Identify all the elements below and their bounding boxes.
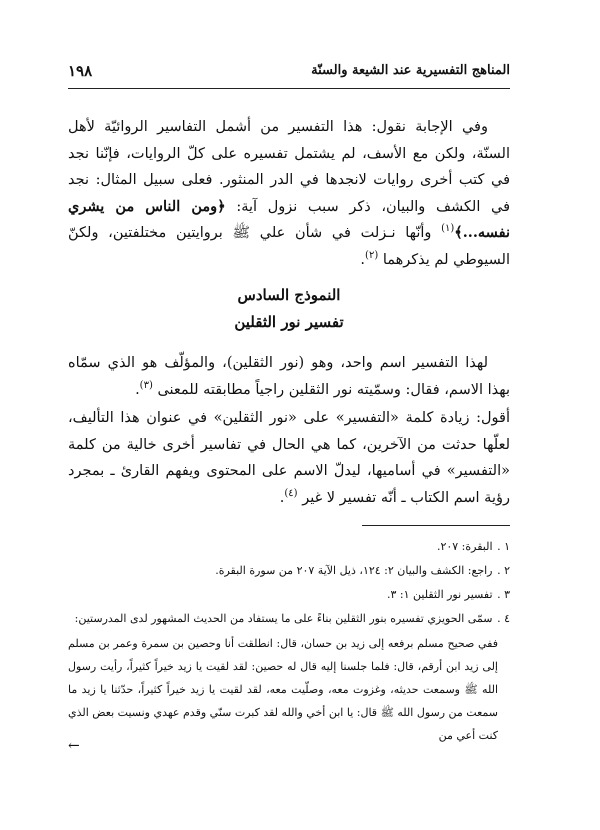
footnote-number: ٢ . <box>497 564 510 577</box>
paragraph-text: وفي الإجابة نقول: هذا التفسير من أشمل التفاسير الروائيّة لأهل السنّة، ولكن مع الأسف، لم يشتمل تفسيره على كلّ الروايات، فإنّنا نجد في كتب أخرى روايات لانجدها في الدر المنثور. فعلى سبيل المثال: نجد في الكشف والبيان، ذكر سبب نزول آية: <box>68 119 511 215</box>
footnote-text: راجع: الكشف والبيان ٢: ١٢٤، ذيل الآية ٢٠٧ من سورة البقرة. <box>215 564 493 577</box>
footnote-4 <box>68 608 510 630</box>
footnote-ref-3[interactable]: (٣) <box>139 379 153 391</box>
paragraph-text: وأنّها نـزلت في شأن علي ﷺ بروايتين مختلفتين، ولكنّ السيوطي لم يذكرهما <box>68 225 510 268</box>
paragraph <box>68 405 510 511</box>
footnote-ref-2[interactable]: (٢) <box>365 249 379 261</box>
footnote-number: ٤ . <box>497 612 510 625</box>
body-paragraph-2 <box>68 350 510 403</box>
paragraph-text: لهذا التفسير اسم واحد، وهو (نور الثقلين)، والمؤلّف هو الذي سمّاه بهذا الاسم، فقال: وسمّيته نور الثقلين راجياً مطابقته للمعنى <box>68 355 510 398</box>
section-title: تفسير نور الثقلين <box>234 313 344 331</box>
footnote-ref-1[interactable]: (١) <box>441 223 455 235</box>
sentence-end: . <box>135 381 140 398</box>
footnote-text: البقرة: ٢٠٧. <box>436 540 493 553</box>
footnote-3 <box>68 584 510 606</box>
paragraph <box>68 350 510 403</box>
paragraph-text: أقول: زيادة كلمة «التفسير» على «نور الثقلين» في عنوان هذا التأليف، لعلّها حدثت من الآخرين، كما هي الحال في تفاسير أخرى خالية من كلمة «التفسير» في أساميها، ليدلّ الاسم على المحتوى ويفهم القارئ ـ بمجرد رؤية اسم الكتاب ـ أنّه تفسير لا غير <box>68 410 510 506</box>
page-number: ١٩٨ <box>68 62 93 80</box>
footnote-2 <box>68 560 510 582</box>
footnote-ref-4[interactable]: (٤) <box>284 487 298 499</box>
running-title: المناهج التفسيرية عند الشيعة والسنّة <box>311 63 510 78</box>
footnote-separator <box>362 525 510 526</box>
sentence-end: . <box>279 489 285 506</box>
footnote-text: تفسير نور الثقلين ١: ٣. <box>386 588 493 601</box>
continuation-arrow-icon: ← <box>68 738 80 754</box>
quran-verse: ﴿ومن الناس من يشري نفسه...﴾ <box>68 197 510 241</box>
footnotes <box>68 536 510 747</box>
paragraph <box>68 114 510 273</box>
footnote-1 <box>68 536 510 558</box>
header-rule <box>68 88 510 89</box>
body-paragraph-1 <box>68 114 510 273</box>
page-header <box>68 62 510 84</box>
section-label: النموذج السادس <box>237 286 341 304</box>
footnote-number: ٣ . <box>497 588 510 601</box>
footnote-4-quote: ففي صحيح مسلم برفعه إلى زيد بن حسان، قال: انطلقت أنا وحصين بن سمرة وعمر بن مسلم إلى زيد ابن أرقم، قال: فلما جلسنا إليه قال له حصين: لقد لقيت يا زيد خيراً كثيراً، رأيت رسول الله ﷺ وسمعت حديثه، وغزوت معه، وصلّيت معه، لقد لقيت يا زيد خيراً كثيراً، حدّثنا يا زيد ما سمعت من رسول الله ﷺ قال: يا ابن أخي والله لقد كبرت سنّي وقدم عهدي ونسيت بعض الذي كنت أعي من <box>68 637 498 742</box>
footnote-number: ١ . <box>497 540 510 553</box>
footnote-text: سمّى الحويزي تفسيره بنور الثقلين بناءً على ما يستفاد من الحديث المشهور لدى المدرستين: <box>74 612 493 625</box>
sentence-end: . <box>360 251 366 268</box>
body-paragraph-3 <box>68 405 510 511</box>
